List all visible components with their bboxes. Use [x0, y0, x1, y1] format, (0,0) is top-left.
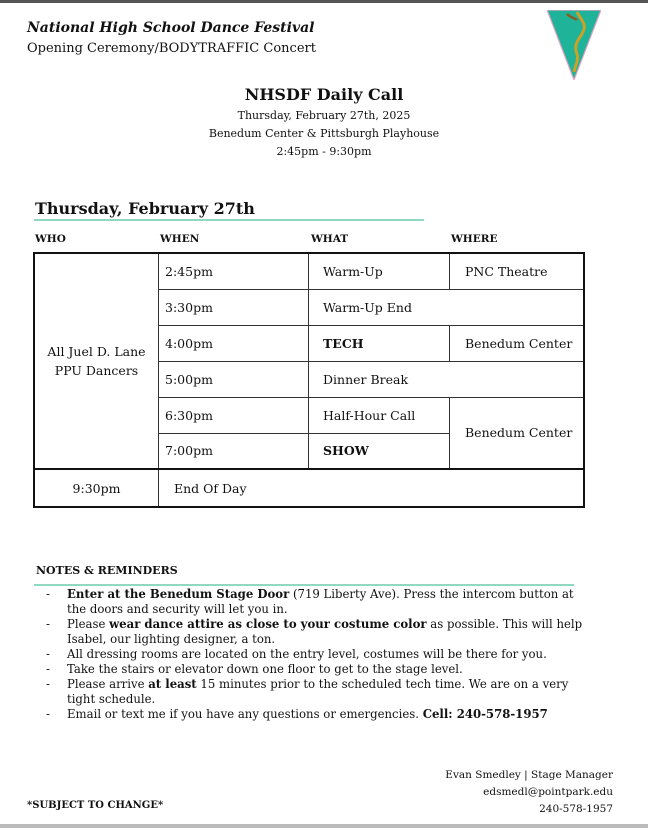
note-item	[44, 707, 584, 722]
note-text: (719 Liberty Ave). Press the intercom button at the doors and security will let you in.	[67, 587, 574, 616]
where-cell: Benedum Center	[450, 397, 584, 469]
manager-phone: 240-578-1957	[539, 803, 613, 815]
where-cell: PNC Theatre	[450, 253, 584, 289]
when-cell: 3:30pm	[159, 289, 309, 325]
manager-email[interactable]: edsmedl@pointpark.edu	[483, 786, 613, 798]
call-venue: Benedum Center & Pittsburgh Playhouse	[208, 127, 440, 140]
what-cell: TECH	[309, 325, 450, 361]
note-item	[44, 662, 584, 677]
when-cell: 4:00pm	[159, 325, 309, 361]
note-emphasis: Cell: 240-578-1957	[422, 707, 548, 721]
note-text: All dressing rooms are located on the entry level, costumes will be there for you.	[67, 647, 547, 661]
note-text: Please arrive	[67, 677, 149, 691]
divider	[34, 219, 424, 221]
signature-block	[445, 767, 613, 818]
when-cell: 9:30pm	[34, 469, 159, 507]
festival-name: National High School Dance Festival	[27, 20, 315, 36]
column-header-where: WHERE	[451, 233, 498, 245]
dancer-triangle-logo-icon	[547, 10, 601, 80]
when-cell: 2:45pm	[159, 253, 309, 289]
day-heading: Thursday, February 27th	[35, 199, 255, 218]
divider	[34, 584, 574, 586]
who-cell: All Juel D. Lane PPU Dancers	[34, 253, 159, 469]
what-cell: End Of Day	[159, 469, 584, 507]
when-cell: 7:00pm	[159, 433, 309, 469]
call-hours: 2:45pm - 9:30pm	[276, 145, 372, 158]
what-cell: SHOW	[309, 433, 450, 469]
table-row-end	[34, 469, 584, 507]
page-title: NHSDF Daily Call	[244, 85, 404, 104]
note-emphasis: at least	[148, 677, 197, 691]
note-item	[44, 677, 584, 707]
note-emphasis: Enter at the Benedum Stage Door	[67, 587, 290, 601]
note-emphasis: wear dance attire as close to your costume color	[109, 617, 427, 631]
what-cell: Half-Hour Call	[309, 397, 450, 433]
manager-name: Evan Smedley | Stage Manager	[445, 769, 613, 781]
table-row	[34, 253, 584, 289]
concert-name: Opening Ceremony/BODYTRAFFIC Concert	[27, 41, 316, 56]
disclaimer: *SUBJECT TO CHANGE*	[27, 800, 164, 811]
what-cell: Dinner Break	[309, 361, 584, 397]
column-header-who: WHO	[35, 233, 66, 245]
what-cell: Warm-Up	[309, 253, 450, 289]
notes-list	[44, 587, 584, 722]
note-text: Please	[67, 617, 110, 631]
note-item	[44, 647, 584, 662]
where-cell: Benedum Center	[450, 325, 584, 361]
bottom-border	[0, 824, 648, 828]
note-text: Email or text me if you have any questions or emergencies.	[67, 707, 423, 721]
when-cell: 6:30pm	[159, 397, 309, 433]
schedule-table	[33, 252, 585, 508]
call-date: Thursday, February 27th, 2025	[237, 109, 411, 122]
note-text: 15 minutes prior to the scheduled tech time. We are on a very tight schedule.	[67, 677, 569, 706]
what-cell: Warm-Up End	[309, 289, 584, 325]
when-cell: 5:00pm	[159, 361, 309, 397]
note-item	[44, 587, 584, 617]
notes-heading: NOTES & REMINDERS	[36, 564, 178, 577]
column-header-what: WHAT	[311, 233, 349, 245]
note-text: as possible. This will help Isabel, our lighting designer, a ton.	[67, 617, 583, 646]
note-item	[44, 617, 584, 647]
note-text: Take the stairs or elevator down one floor to get to the stage level.	[67, 662, 463, 676]
column-header-when: WHEN	[160, 233, 200, 245]
top-border	[0, 0, 648, 3]
